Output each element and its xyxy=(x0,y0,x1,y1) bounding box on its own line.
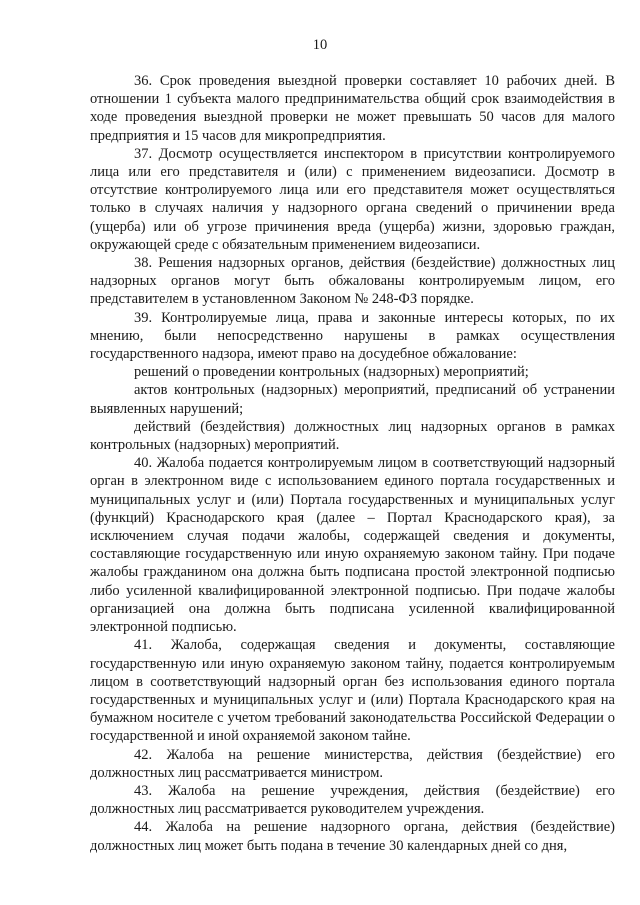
page-number: 10 xyxy=(312,37,328,53)
paragraph-39-item-3: действий (бездействия) должностных лиц надзорных органов в рамках контрольных (надзорных) мероприятий. xyxy=(90,418,615,454)
paragraph-41: 41. Жалоба, содержащая сведения и документы, составляющие государственную или иную охраняемую законом тайну, подается контролируемым лицом в соответствующий надзорный орган без использования единого портала государственных и муниципальных услуг и (или) Портала Краснодарского края на бумажном носителе с учетом требований законодательства Российской Федерации о государственной и иной охраняемой законом тайне. xyxy=(90,637,615,745)
paragraph-42: 42. Жалоба на решение министерства, действия (бездействие) его должностных лиц рассматривается министром. xyxy=(90,746,615,781)
paragraph-43: 43. Жалоба на решение учреждения, действия (бездействие) его должностных лиц рассматривается руководителем учреждения. xyxy=(90,782,615,818)
paragraph-38: 38. Решения надзорных органов, действия (бездействие) должностных лиц надзорных органов могут быть обжалованы контролируемым лицом, его представителем в установленном Законом № 248-ФЗ порядке. xyxy=(90,255,615,308)
paragraph-44: 44. Жалоба на решение надзорного органа, действия (бездействие) должностных лиц может быть подана в течение 30 календарных дней со дня, xyxy=(90,819,615,854)
paragraph-39-item-1: решений о проведении контрольных (надзорных) мероприятий; xyxy=(134,364,529,381)
document-body xyxy=(90,72,615,855)
paragraph-36: 36. Срок проведения выездной проверки составляет 10 рабочих дней. В отношении 1 субъекта малого предпринимательства общий срок взаимодействия в ходе проведения выездной проверки не может превышать 50 часов для малого предприятия и 15 часов для микропредприятия. xyxy=(90,73,615,144)
paragraph-40: 40. Жалоба подается контролируемым лицом в соответствующий надзорный орган в электронном виде с использованием единого портала государственных и муниципальных услуг и (или) Портала государственных и муниципальных услуг (функций) Краснодарского края (далее – Портал Краснодарского края), за исключением случая подачи жалобы, содержащей сведения и документы, составляющие государственную или иную охраняемую законом тайну. При подаче жалобы гражданином она должна быть подписана простой электронной подписью либо усиленной квалифицированной электронной подписью. При подаче жалобы организацией она должна быть подписана усиленной квалифицированной электронной подписью. xyxy=(90,455,615,636)
paragraph-37: 37. Досмотр осуществляется инспектором в присутствии контролируемого лица или его представителя и (или) с применением видеозаписи. Досмотр в отсутствие контролируемого лица или его представителя может осуществляться только в случаях наличия у надзорного органа сведений о причинении вреда (ущерба) или об угрозе причинения вреда (ущерба) жизни, здоровью граждан, окружающей среде с обязательным применением видеозаписи. xyxy=(90,145,615,253)
paragraph-39: 39. Контролируемые лица, права и законные интересы которых, по их мнению, были непосредственно нарушены в рамках осуществления государственного надзора, имеют право на досудебное обжалование: xyxy=(90,309,615,363)
paragraph-39-item-2: актов контрольных (надзорных) мероприятий, предписаний об устранении выявленных нарушений; xyxy=(90,382,615,417)
